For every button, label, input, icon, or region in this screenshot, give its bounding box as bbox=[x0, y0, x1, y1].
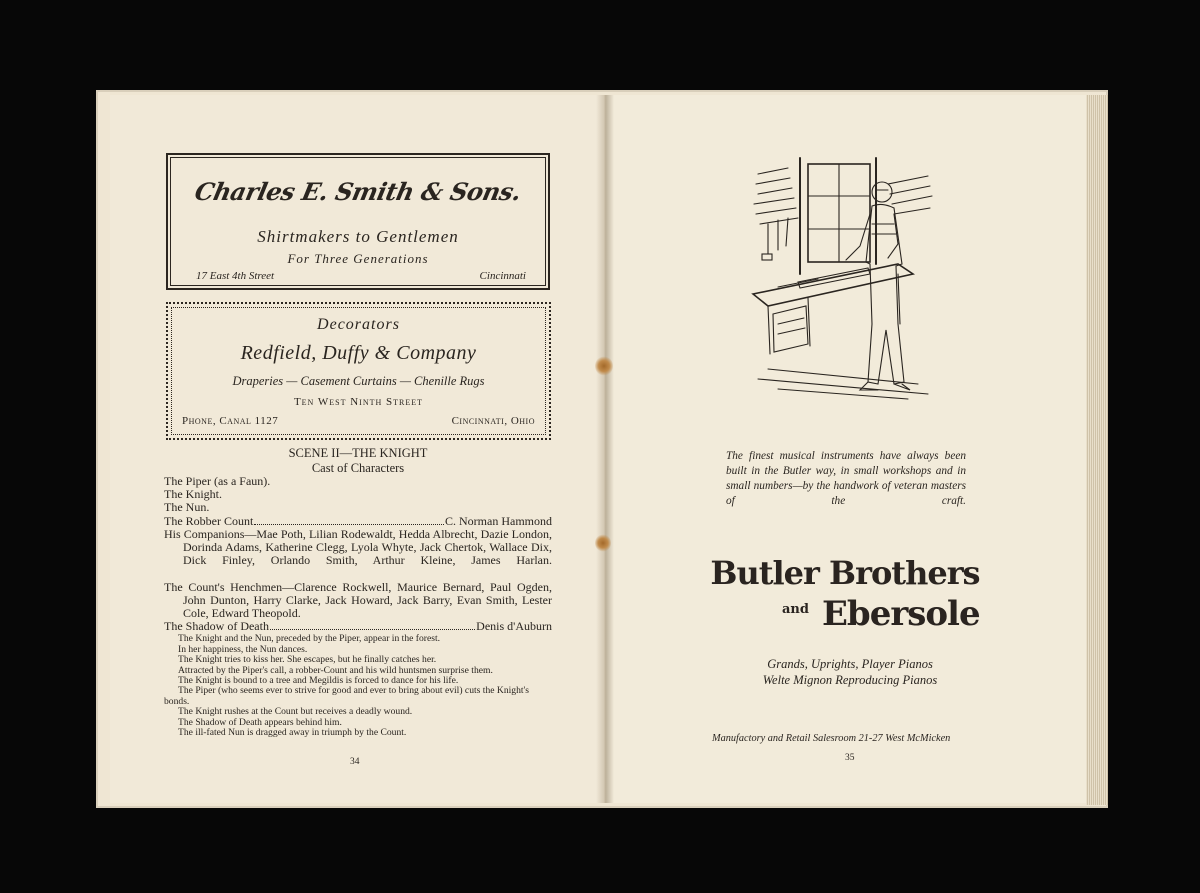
cast-row-robber-count bbox=[164, 515, 552, 528]
butler-brand-line2: Ebersole bbox=[822, 594, 980, 634]
cast-henchmen: The Count's Henchmen—Clarence Rockwell, Maurice Bernard, Paul Ogden, John Dunton, Harry Clarke, Jack Howard, Jack Barry, Evan Smith, Lester Cole, Edward Theopold. bbox=[164, 579, 552, 621]
shirtmakers-address: 17 East 4th Street bbox=[196, 270, 275, 282]
decorators-ad bbox=[166, 302, 551, 440]
scene-note: The ill-fated Nun is dragged away in triumph by the Count. bbox=[178, 727, 407, 739]
product-line: Welte Mignon Reproducing Pianos bbox=[762, 673, 938, 687]
decorators-company-name: Redfield, Duffy & Company bbox=[240, 342, 477, 364]
scene-note: The Knight rushes at the Count but receives a deadly wound. bbox=[178, 706, 413, 718]
craftsman-workshop-illustration bbox=[748, 154, 938, 404]
cast-role: The Knight. bbox=[164, 487, 222, 502]
decorators-phone: Phone, Canal 1127 bbox=[182, 415, 279, 427]
smith-logo-script: Charles E. Smith & Sons. bbox=[192, 177, 524, 206]
decorators-street: Ten West Ninth Street bbox=[293, 396, 424, 408]
butler-brand-line1: Butler Brothers bbox=[710, 554, 980, 592]
shirtmakers-ad bbox=[166, 153, 550, 290]
scene-notes bbox=[164, 634, 552, 738]
page-edges-right bbox=[1086, 95, 1108, 805]
cast-actor: Denis d'Auburn bbox=[476, 619, 552, 634]
cast-role: The Robber Count bbox=[164, 513, 254, 528]
binding-gutter bbox=[596, 95, 614, 803]
decorators-heading: Decorators bbox=[317, 316, 400, 333]
decorators-city: Cincinnati, Ohio bbox=[451, 415, 535, 427]
scene-note: The Knight and the Nun, preceded by the Piper, appear in the forest. bbox=[178, 633, 441, 645]
butler-brand-and: and bbox=[782, 602, 809, 617]
page-number-left: 34 bbox=[350, 757, 360, 767]
product-line: Grands, Uprights, Player Pianos bbox=[767, 657, 933, 671]
dot-leader bbox=[270, 629, 475, 630]
piano-products bbox=[700, 656, 1000, 688]
scene-note: Attracted by the Piper's call, a robber-Count and his wild huntsmen surprise them. bbox=[178, 664, 493, 676]
salesroom-address: Manufactory and Retail Salesroom 21-27 West McMicken bbox=[712, 733, 951, 744]
scene-note: The Knight is bound to a tree and Megildis is forced to dance for his life. bbox=[178, 675, 459, 687]
scene-note: In her happiness, the Nun dances. bbox=[178, 643, 308, 655]
cast-role: The Nun. bbox=[164, 500, 210, 515]
page-number-right: 35 bbox=[845, 753, 855, 763]
cast-list bbox=[164, 475, 552, 739]
scene-note: The Knight tries to kiss her. She escapes, but he finally catches her. bbox=[178, 654, 437, 666]
dot-leader bbox=[254, 524, 444, 525]
butler-blurb: The finest musical instruments have always been built in the Butler way, in small workshops and in small numbers—by the handwork of veteran masters of the craft. bbox=[726, 450, 966, 507]
cast-actor: C. Norman Hammond bbox=[445, 513, 552, 528]
shirtmakers-tagline: Shirtmakers to Gentlemen bbox=[257, 227, 459, 246]
scene-subtitle: Cast of Characters bbox=[311, 461, 405, 475]
paper-stain-upper bbox=[595, 356, 613, 376]
cast-role: The Shadow of Death bbox=[164, 619, 269, 634]
scene-note: The Shadow of Death appears behind him. bbox=[178, 716, 342, 728]
scene-title: SCENE II—THE KNIGHT bbox=[288, 446, 428, 460]
scene-note: The Piper (who seems ever to strive for good and ever to bring about evil) cuts the Knight's bonds. bbox=[164, 685, 530, 707]
cast-companions: His Companions—Mae Poth, Lilian Rodewaldt, Hedda Albrecht, Dazie London, Dorinda Adams, Katherine Clegg, Lyola Whyte, Jack Chertok, Wallace Dix, Dick Finley, Orlando Smith, Arthur Kleine, James Harlan. bbox=[164, 526, 552, 568]
shirtmakers-subline: For Three Generations bbox=[287, 251, 429, 266]
decorators-goods: Draperies — Casement Curtains — Chenille Rugs bbox=[232, 374, 485, 388]
cast-row-shadow bbox=[164, 620, 552, 633]
cast-role: The Piper (as a Faun). bbox=[164, 474, 271, 488]
shirtmakers-city: Cincinnati bbox=[479, 270, 526, 282]
paper-stain-lower bbox=[595, 534, 611, 552]
